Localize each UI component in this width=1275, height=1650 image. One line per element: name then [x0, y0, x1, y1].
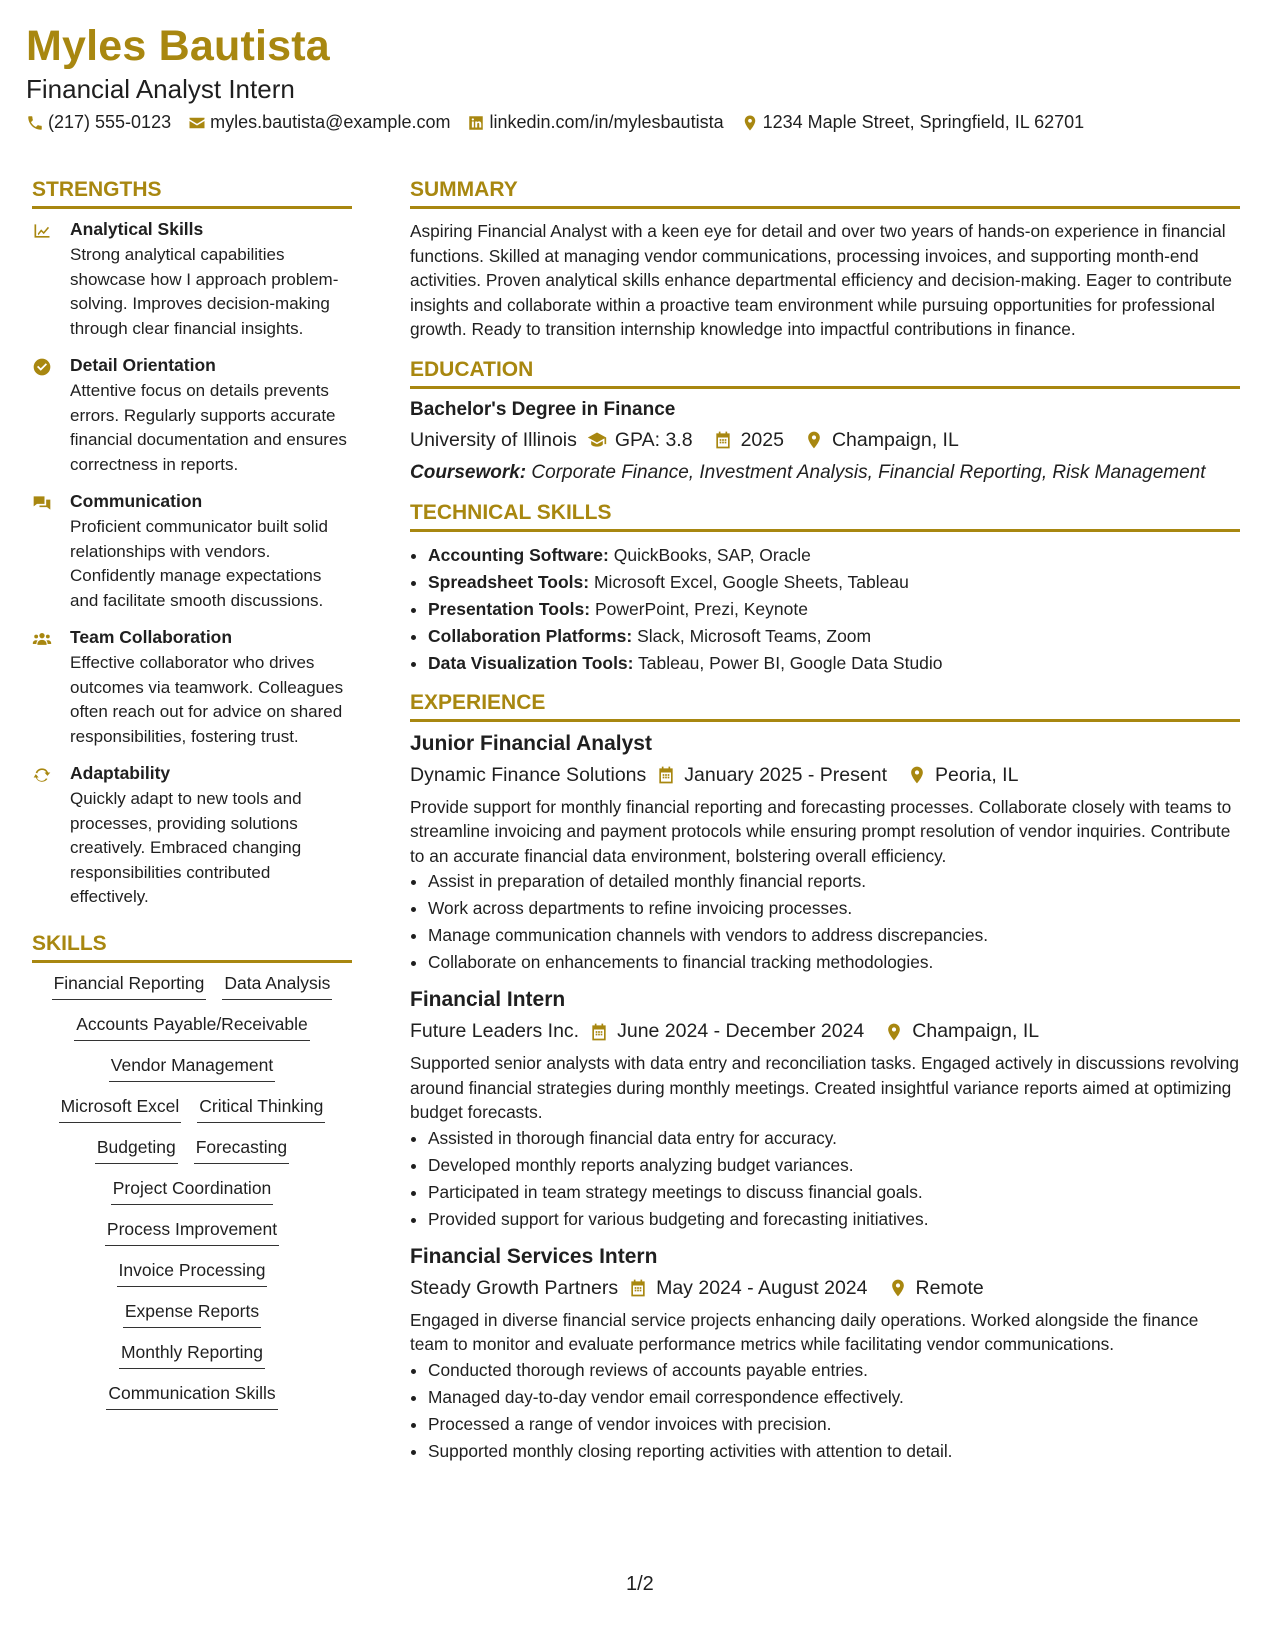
skills-list	[32, 973, 352, 1424]
address-text: 1234 Maple Street, Springfield, IL 62701	[762, 112, 1085, 132]
contact-email[interactable]	[188, 112, 450, 133]
strength-desc: Proficient communicator built solid relationships with vendors. Confidently manage expectations and facilitate smooth discussions.	[70, 517, 328, 610]
sync-icon	[32, 765, 52, 785]
coursework-text: Corporate Finance, Investment Analysis, Financial Reporting, Risk Management	[531, 461, 1206, 483]
experience-heading: EXPERIENCE	[410, 691, 1240, 722]
list-item: • Assisted in thorough financial data entry for accuracy.	[428, 1125, 1240, 1152]
contact-phone[interactable]	[26, 112, 171, 133]
job-dates: May 2024 - August 2024	[656, 1276, 868, 1299]
strength-title: Analytical Skills	[70, 219, 204, 239]
email-text: myles.bautista@example.com	[210, 112, 451, 132]
coursework-label: Coursework:	[410, 461, 527, 483]
summary-text: Aspiring Financial Analyst with a keen eye for detail and over two years of hands-on experience in financial functions. Skilled at managing vendor communications, processing invoices, and supporting month-end activities. Proven analytical skills enhance departmental efficiency and decision-making. Eager to contribute insights and collaborate within a proactive team environment while pursuing opportunities for professional growth. Ready to transition internship knowledge into impactful contributions in finance.	[410, 221, 1232, 339]
strength-title: Communication	[70, 491, 203, 511]
strength-title: Adaptability	[70, 763, 171, 783]
skill-chip: Invoice Processing	[117, 1260, 268, 1287]
job-bullets	[410, 1125, 1240, 1233]
job-dates: January 2025 - Present	[684, 763, 887, 786]
list-item: • Developed monthly reports analyzing budget variances.	[428, 1152, 1240, 1179]
tech-label: Collaboration Platforms:	[428, 625, 633, 646]
strength-item	[32, 219, 352, 341]
candidate-name: Myles Bautista	[26, 22, 330, 70]
list-item	[428, 650, 1240, 677]
education-school: University of Illinois	[410, 428, 577, 451]
job-description: Provide support for monthly financial reporting and forecasting processes. Collaborate closely with teams to streamline invoicing and payment protocols while ensuring prompt resolution of vendor inquiries. Contribute to an accurate financial data environment, bolstering overall efficiency.	[410, 796, 1232, 866]
job-description: Engaged in diverse financial service projects enhancing daily operations. Worked alongside the finance team to monitor and evaluate performance metrics while facilitating vendor communications.	[410, 1309, 1199, 1354]
job-title: Financial Intern	[410, 988, 566, 1011]
strengths-heading: STRENGTHS	[32, 178, 352, 209]
job-location: Champaign, IL	[912, 1020, 1040, 1042]
strength-desc: Strong analytical capabilities showcase how I approach problem-solving. Improves decision-making through clear financial insights.	[70, 245, 339, 338]
list-item: • Conducted thorough reviews of accounts payable entries.	[428, 1357, 1240, 1384]
tech-label: Accounting Software:	[428, 544, 609, 565]
education-heading: EDUCATION	[410, 358, 1240, 389]
calendar-icon	[589, 1022, 609, 1042]
skill-chip: Vendor Management	[109, 1055, 275, 1082]
job-entry	[410, 1245, 1240, 1465]
map-marker-icon	[888, 1278, 908, 1298]
list-item: • Collaborate on enhancements to financial tracking methodologies.	[428, 949, 1240, 976]
strength-title: Detail Orientation	[70, 355, 216, 375]
skill-chip: Monthly Reporting	[119, 1342, 265, 1369]
job-title: Junior Financial Analyst	[410, 731, 652, 755]
skills-section	[32, 932, 352, 1424]
job-entry	[410, 732, 1240, 977]
right-column	[410, 178, 1240, 1477]
tech-label: Presentation Tools:	[428, 598, 591, 619]
page-number: 1/2	[626, 1573, 654, 1595]
skill-chip: Expense Reports	[123, 1301, 261, 1328]
strength-desc: Attentive focus on details prevents errors. Regularly supports accurate financial documentation and ensures correctness in reports.	[70, 381, 347, 474]
skill-chip: Budgeting	[95, 1137, 178, 1164]
job-company: Dynamic Finance Solutions	[410, 763, 647, 786]
list-item: • Work across departments to refine invoicing processes.	[428, 895, 1240, 922]
list-item: • Manage communication channels with vendors to address discrepancies.	[428, 922, 1240, 949]
list-item: • Provided support for various budgeting and forecasting initiatives.	[428, 1206, 1240, 1233]
skill-chip: Accounts Payable/Receivable	[74, 1014, 310, 1041]
tech-label: Spreadsheet Tools:	[428, 571, 590, 592]
job-bullets	[410, 1357, 1240, 1465]
users-icon	[32, 629, 52, 649]
calendar-icon	[656, 765, 676, 785]
list-item: • Assist in preparation of detailed monthly financial reports.	[428, 868, 1240, 895]
phone-icon	[26, 114, 44, 132]
skills-heading: SKILLS	[32, 932, 352, 963]
contact-linkedin[interactable]	[467, 112, 723, 133]
list-item: • Supported monthly closing reporting activities with attention to detail.	[428, 1438, 1240, 1465]
job-company: Steady Growth Partners	[410, 1276, 619, 1299]
strength-item	[32, 763, 352, 910]
list-item	[428, 596, 1240, 623]
strength-item	[32, 355, 352, 477]
job-meta	[410, 1277, 1240, 1300]
education-gpa: GPA: 3.8	[614, 428, 693, 451]
job-entry	[410, 988, 1240, 1233]
map-marker-icon	[741, 114, 759, 132]
graduation-cap-icon	[587, 430, 607, 450]
comments-icon	[32, 493, 52, 513]
skill-chip: Microsoft Excel	[59, 1096, 182, 1123]
list-item	[428, 569, 1240, 596]
education-degree: Bachelor's Degree in Finance	[410, 398, 676, 420]
tech-value: QuickBooks, SAP, Oracle	[613, 544, 811, 565]
tech-value: PowerPoint, Prezi, Keynote	[594, 598, 808, 619]
summary-heading: SUMMARY	[410, 178, 1240, 209]
phone-text: (217) 555-0123	[48, 112, 172, 132]
job-bullets	[410, 868, 1240, 976]
linkedin-text: linkedin.com/in/mylesbautista	[489, 112, 724, 132]
skill-chip: Critical Thinking	[197, 1096, 325, 1123]
skill-chip: Communication Skills	[106, 1383, 277, 1410]
list-item	[428, 623, 1240, 650]
job-meta	[410, 764, 1240, 787]
list-item: • Processed a range of vendor invoices with precision.	[428, 1411, 1240, 1438]
technical-skills-heading: TECHNICAL SKILLS	[410, 501, 1240, 532]
candidate-role: Financial Analyst Intern	[26, 74, 295, 104]
linkedin-icon	[467, 114, 485, 132]
skill-chip: Project Coordination	[111, 1178, 274, 1205]
education-coursework	[410, 460, 1240, 485]
strength-desc: Effective collaborator who drives outcomes via teamwork. Colleagues often reach out for advice on shared responsibilities, fostering trust.	[70, 653, 344, 746]
education-meta	[410, 429, 1240, 452]
job-location: Peoria, IL	[934, 763, 1019, 786]
list-item: • Participated in team strategy meetings to discuss financial goals.	[428, 1179, 1240, 1206]
strength-desc: Quickly adapt to new tools and processes, providing solutions creatively. Embraced changing responsibilities contributed effectively.	[70, 789, 302, 906]
tech-label: Data Visualization Tools:	[428, 652, 634, 673]
calendar-icon	[713, 430, 733, 450]
map-marker-icon	[884, 1022, 904, 1042]
tech-value: Slack, Microsoft Teams, Zoom	[637, 625, 872, 646]
job-meta	[410, 1020, 1240, 1043]
job-description: Supported senior analysts with data entry and reconciliation tasks. Engaged actively in discussions revolving around financial strategies during monthly meetings. Created insightful variance reports aimed at optimizing budget forecasts.	[410, 1053, 1239, 1122]
list-item: • Managed day-to-day vendor email correspondence effectively.	[428, 1384, 1240, 1411]
job-company: Future Leaders Inc.	[410, 1020, 580, 1042]
strength-item	[32, 627, 352, 749]
map-marker-icon	[907, 765, 927, 785]
strength-title: Team Collaboration	[70, 627, 233, 647]
job-dates: June 2024 - December 2024	[617, 1020, 865, 1042]
contact-address	[741, 112, 1085, 133]
skill-chip: Data Analysis	[222, 973, 332, 1000]
job-location: Remote	[915, 1276, 984, 1299]
education-location: Champaign, IL	[831, 428, 959, 451]
job-title: Financial Services Intern	[410, 1244, 658, 1268]
calendar-icon	[628, 1278, 648, 1298]
left-column	[32, 178, 352, 1424]
contact-bar	[26, 112, 1101, 133]
tech-value: Tableau, Power BI, Google Data Studio	[638, 652, 943, 673]
check-circle-icon	[32, 357, 52, 377]
tech-value: Microsoft Excel, Google Sheets, Tableau	[593, 571, 909, 592]
skill-chip: Forecasting	[194, 1137, 289, 1164]
technical-skills-list	[410, 542, 1240, 677]
list-item	[428, 542, 1240, 569]
skill-chip: Financial Reporting	[52, 973, 207, 1000]
envelope-icon	[188, 114, 206, 132]
education-year: 2025	[740, 428, 784, 451]
chart-line-icon	[32, 221, 52, 241]
map-marker-icon	[804, 430, 824, 450]
skill-chip: Process Improvement	[105, 1219, 279, 1246]
strength-item	[32, 491, 352, 613]
